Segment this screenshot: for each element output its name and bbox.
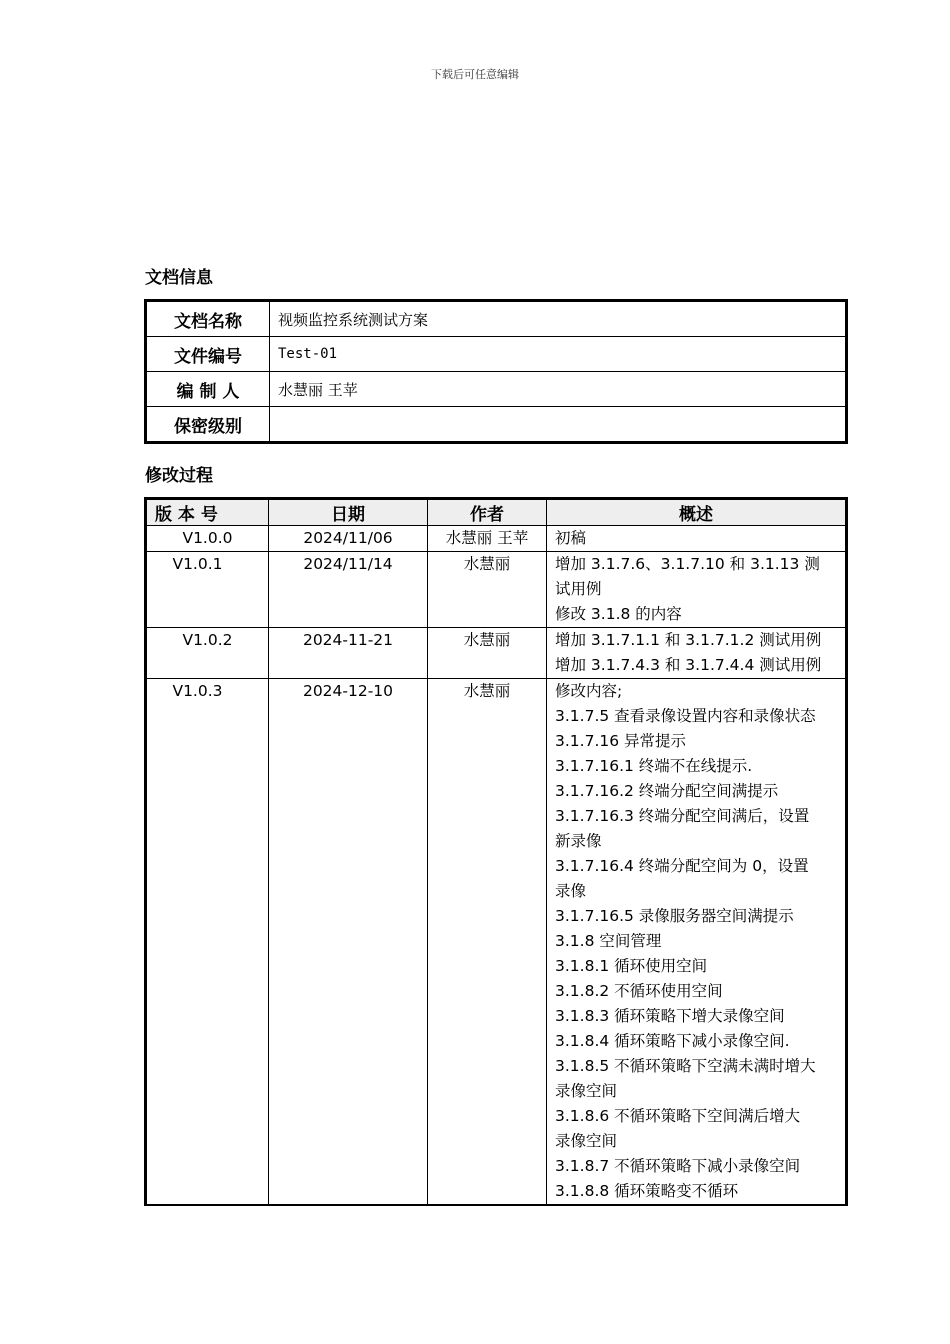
summary-line: 增加 3.1.7.1.1 和 3.1.7.1.2 测试用例 <box>555 631 822 649</box>
summary-line: 3.1.8.8 循环策略变不循环 <box>555 1182 739 1200</box>
doc-info-title: 文档信息 <box>145 268 213 288</box>
summary-line: 3.1.8 空间管理 <box>555 932 662 950</box>
summary-line: 3.1.8.2 不循环使用空间 <box>555 982 723 1000</box>
security-level-value <box>270 407 847 443</box>
revision-author: 水慧丽 <box>428 679 547 1206</box>
col-header-author: 作者 <box>428 499 547 526</box>
revision-summary <box>547 679 847 1206</box>
author-value: 水慧丽 王苹 <box>270 372 847 407</box>
revision-author: 水慧丽 <box>428 628 547 679</box>
summary-line: 3.1.7.16.4 终端分配空间为 0，设置 <box>555 857 809 875</box>
doc-number-value: Test-01 <box>270 337 847 372</box>
revision-version: V1.0.3 <box>146 679 269 1206</box>
summary-line: 3.1.7.16.1 终端不在线提示. <box>555 757 753 775</box>
table-row <box>146 552 847 628</box>
revision-title: 修改过程 <box>145 466 213 486</box>
col-header-summary: 概述 <box>547 499 847 526</box>
summary-line: 3.1.8.5 不循环策略下空满未满时增大 <box>555 1057 816 1075</box>
table-row <box>146 679 847 1206</box>
table-row <box>146 337 847 372</box>
summary-line: 3.1.7.16 异常提示 <box>555 732 687 750</box>
summary-line: 新录像 <box>555 832 602 850</box>
summary-line: 3.1.7.16.2 终端分配空间满提示 <box>555 782 779 800</box>
summary-line: 录像空间 <box>555 1082 618 1100</box>
summary-line: 3.1.8.4 循环策略下减小录像空间. <box>555 1032 790 1050</box>
table-row <box>146 628 847 679</box>
summary-line: 录像 <box>555 882 587 900</box>
summary-line: 初稿 <box>555 529 587 547</box>
table-row <box>146 407 847 443</box>
table-row <box>146 526 847 552</box>
summary-line: 增加 3.1.7.4.3 和 3.1.7.4.4 测试用例 <box>555 656 822 674</box>
table-row <box>146 301 847 337</box>
summary-line: 增加 3.1.7.6、3.1.7.10 和 3.1.13 测 <box>555 555 820 573</box>
revision-date: 2024-11-21 <box>269 628 428 679</box>
summary-line: 3.1.8.1 循环使用空间 <box>555 957 708 975</box>
summary-line: 3.1.8.3 循环策略下增大录像空间 <box>555 1007 785 1025</box>
revision-summary <box>547 526 847 552</box>
author-label: 编 制 人 <box>146 372 270 407</box>
summary-line: 试用例 <box>555 580 602 598</box>
doc-number-label: 文件编号 <box>146 337 270 372</box>
revision-summary <box>547 552 847 628</box>
revision-date: 2024/11/14 <box>269 552 428 628</box>
col-header-date: 日期 <box>269 499 428 526</box>
revision-author: 水慧丽 王苹 <box>428 526 547 552</box>
summary-line: 3.1.8.7 不循环策略下减小录像空间 <box>555 1157 801 1175</box>
summary-line: 修改内容; <box>555 682 623 700</box>
revision-date: 2024-12-10 <box>269 679 428 1206</box>
revision-version: V1.0.0 <box>146 526 269 552</box>
summary-line: 修改 3.1.8 的内容 <box>555 605 682 623</box>
revision-summary <box>547 628 847 679</box>
table-header-row <box>146 499 847 526</box>
summary-line: 3.1.7.5 查看录像设置内容和录像状态 <box>555 707 816 725</box>
doc-name-label: 文档名称 <box>146 301 270 337</box>
revision-version: V1.0.1 <box>146 552 269 628</box>
table-row <box>146 372 847 407</box>
summary-line: 录像空间 <box>555 1132 618 1150</box>
doc-name-value: 视频监控系统测试方案 <box>270 301 847 337</box>
summary-line: 3.1.8.6 不循环策略下空间满后增大 <box>555 1107 801 1125</box>
summary-line: 3.1.7.16.3 终端分配空间满后，设置 <box>555 807 810 825</box>
col-header-version: 版 本 号 <box>146 499 269 526</box>
revision-version: V1.0.2 <box>146 628 269 679</box>
revision-date: 2024/11/06 <box>269 526 428 552</box>
security-level-label: 保密级别 <box>146 407 270 443</box>
summary-line: 3.1.7.16.5 录像服务器空间满提示 <box>555 907 794 925</box>
page-header-note: 下载后可任意编辑 <box>431 68 519 81</box>
revision-table-body <box>146 526 847 1206</box>
revision-author: 水慧丽 <box>428 552 547 628</box>
doc-info-table <box>144 299 848 444</box>
revision-table <box>144 497 848 1206</box>
